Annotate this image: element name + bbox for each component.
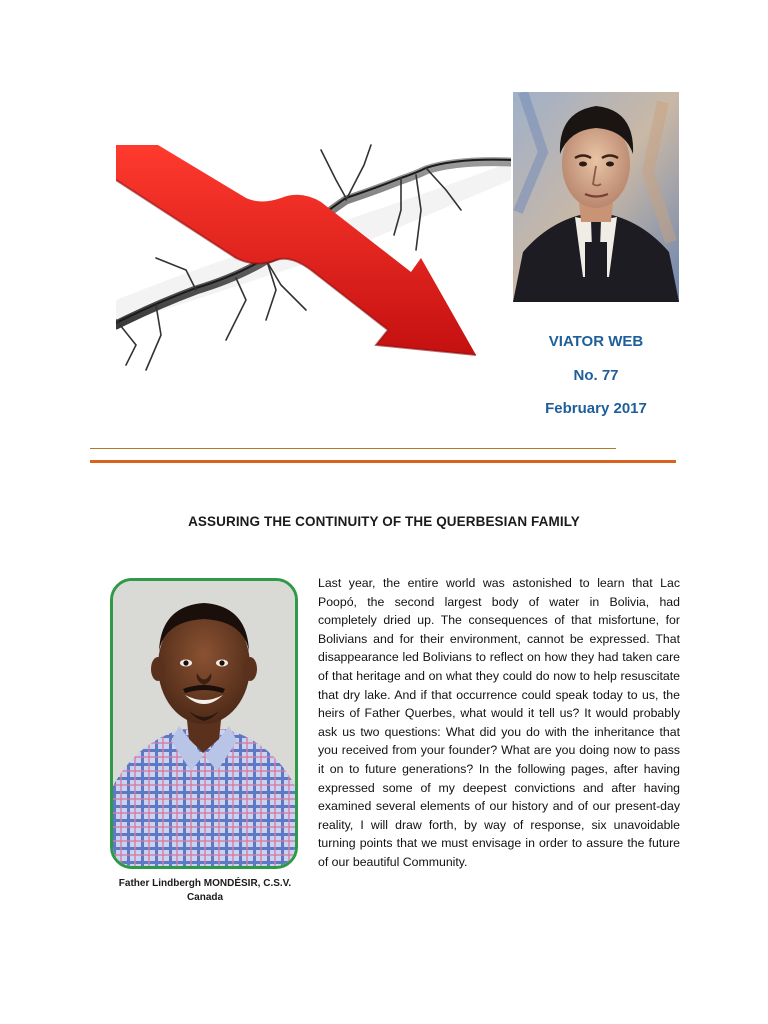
publication-name: VIATOR WEB [548, 333, 644, 350]
author-photo [110, 578, 298, 869]
issue-number: No. 77 [573, 367, 619, 384]
article-body: Last year, the entire world was astonished to learn that Lac Poopó, the second largest body of water in Bolivia, had completely dried up. The consequences of that misfortune, for Bolivians and for their environment, cannot be expressed. That disappearance led Bolivians to reflect on how they had taken care of that heritage and on what they could do now to help resuscitate that dry lake. And if that occurrence could speak today to us, the heirs of Father Querbes, what would it tell us? It would probably ask us two questions: What did you do with the inheritance that you received from your founder? What are you doing now to pass it on to future generations? In the following pages, after having expressed some of my deepest convictions and after having examined several elements of our history and of our present-day reality, I will draw forth, by way of response, six unavoidable turning points that we must envisage in order to assure the future of our beautiful Community. [318, 576, 680, 869]
article-title: ASSURING THE CONTINUITY OF THE QUERBESIAN FAMILY [188, 514, 580, 529]
declining-arrow-crack-illustration [116, 140, 511, 390]
author-photo-illustration [113, 581, 295, 866]
author-caption-location: Canada [186, 892, 224, 903]
issue-date: February 2017 [545, 400, 647, 417]
divider-thick [90, 460, 676, 463]
author-caption-name: Father Lindbergh MONDÉSIR, C.S.V. [118, 878, 292, 889]
founder-portrait-painting [513, 92, 679, 302]
divider-thin [90, 448, 616, 449]
